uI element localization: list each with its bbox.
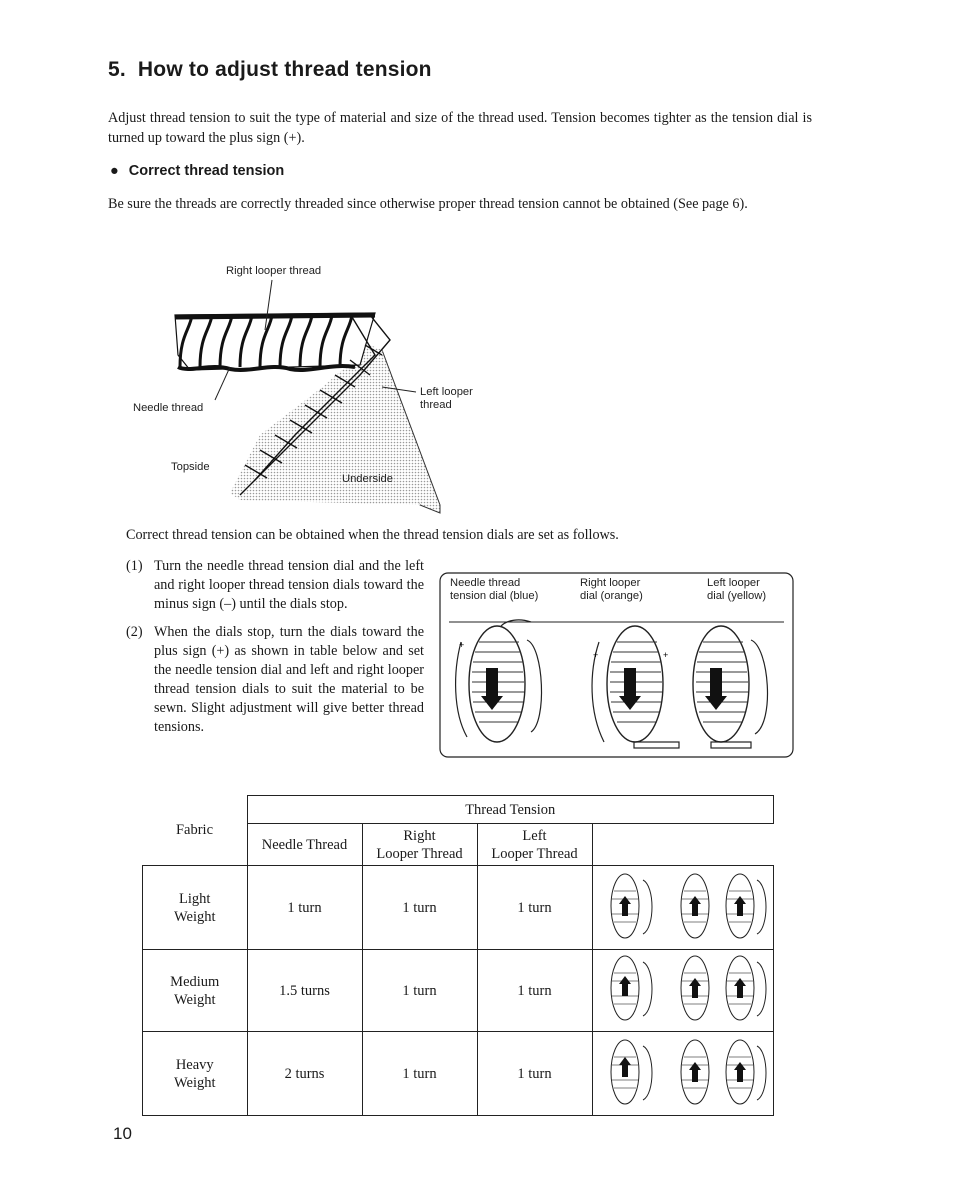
label-needle-dial — [450, 577, 538, 603]
dial-thumbnail — [595, 866, 771, 944]
needle-cell: 2 turns — [247, 1032, 362, 1116]
note-paragraph: Be sure the threads are correctly threaded since otherwise proper thread tension cannot be obtained (See page 6). — [108, 196, 748, 212]
left-looper-header — [477, 824, 592, 866]
section-title — [108, 58, 432, 82]
left-looper-cell: 1 turn — [477, 1032, 592, 1116]
fabric-line1: Light — [179, 890, 211, 907]
left-looper-cell: 1 turn — [477, 950, 592, 1032]
needle-thread-header: Needle Thread — [247, 824, 362, 866]
table-row — [143, 866, 774, 950]
fabric-line2: Weight — [173, 908, 216, 925]
right-looper-cell: 1 turn — [362, 1032, 477, 1116]
fabric-cell — [143, 950, 248, 1032]
svg-text:+: + — [593, 650, 599, 660]
label-right-looper-thread: Right looper thread — [226, 265, 322, 277]
dial-thumbnail-cell — [592, 1032, 774, 1116]
subheading-text: Correct thread tension — [128, 163, 285, 179]
dial-thumbnail — [595, 950, 771, 1026]
fabric-header: Fabric — [143, 796, 248, 866]
step-number: (2) — [126, 624, 143, 640]
label-needle-dial-line2: tension dial (blue) — [450, 590, 539, 602]
intro-paragraph: Adjust thread tension to suit the type of material and size of the thread used. Tension becomes tighter as the tension dial is turned up toward the plus sign (+). — [108, 110, 812, 146]
section-title-text: How to adjust thread tension — [137, 58, 432, 81]
left-looper-header-line1: Left — [522, 827, 547, 844]
label-left-looper-line2: thread — [420, 399, 452, 411]
dial-illustration — [439, 572, 794, 758]
right-looper-cell: 1 turn — [362, 866, 477, 950]
right-looper-header-line2: Looper Thread — [376, 845, 463, 862]
dial-thumbnail-cell — [592, 950, 774, 1032]
fabric-line1: Heavy — [175, 1056, 214, 1073]
right-looper-header-line1: Right — [403, 827, 436, 844]
needle-cell: 1.5 turns — [247, 950, 362, 1032]
label-right-dial — [580, 577, 643, 603]
stitch-illustration — [120, 255, 520, 515]
label-topside: Topside — [171, 461, 210, 473]
label-left-dial-line1: Left looper — [707, 577, 760, 589]
label-needle-thread: Needle thread — [133, 402, 204, 414]
label-needle-dial-line1: Needle thread — [450, 577, 521, 589]
lead-in-paragraph: Correct thread tension can be obtained when the thread tension dials are set as follows. — [126, 527, 619, 543]
fabric-cell — [143, 866, 248, 950]
step-item — [126, 557, 424, 614]
fabric-line2: Weight — [173, 991, 216, 1008]
fabric-line2: Weight — [173, 1074, 216, 1091]
label-left-dial-line2: dial (yellow) — [707, 590, 767, 602]
left-looper-cell: 1 turn — [477, 866, 592, 950]
fabric-line1: Medium — [170, 973, 220, 990]
thread-tension-table — [142, 795, 774, 1116]
left-looper-header-line2: Looper Thread — [491, 845, 578, 862]
bullet-icon: ● — [110, 163, 119, 179]
step-text: Turn the needle thread tension dial and the left and right looper thread tension dials toward the minus sign (–) until the dials stop. — [154, 558, 424, 612]
step-item — [126, 623, 424, 737]
stitch-diagram — [120, 255, 520, 515]
needle-cell: 1 turn — [247, 866, 362, 950]
label-right-dial-line1: Right looper — [580, 577, 641, 589]
thread-tension-header: Thread Tension — [247, 796, 774, 824]
label-underside: Underside — [342, 473, 393, 485]
page-number: 10 — [113, 1124, 132, 1143]
right-looper-header — [362, 824, 477, 866]
subheading — [110, 163, 284, 179]
illustration-header — [592, 824, 774, 866]
dial-thumbnail-cell — [592, 866, 774, 950]
table-row — [143, 950, 774, 1032]
steps-list — [126, 557, 424, 746]
svg-text:+: + — [459, 640, 465, 650]
label-right-dial-line2: dial (orange) — [580, 590, 643, 602]
step-text: When the dials stop, turn the dials toward the plus sign (+) as shown in table below and set the needle tension dial and left and right looper thread tension dials to suit the material to be sewn. Slight adjustment will give better thread tensions. — [154, 624, 424, 735]
fabric-cell — [143, 1032, 248, 1116]
section-number: 5. — [108, 58, 126, 81]
table-header-row — [143, 796, 774, 824]
step-number: (1) — [126, 558, 143, 574]
table-row — [143, 1032, 774, 1116]
label-left-looper-thread — [420, 386, 473, 412]
right-looper-cell: 1 turn — [362, 950, 477, 1032]
dial-thumbnail — [595, 1032, 771, 1110]
label-left-looper-line1: Left looper — [420, 386, 473, 398]
label-left-dial — [707, 577, 766, 603]
svg-text:+: + — [663, 650, 669, 660]
